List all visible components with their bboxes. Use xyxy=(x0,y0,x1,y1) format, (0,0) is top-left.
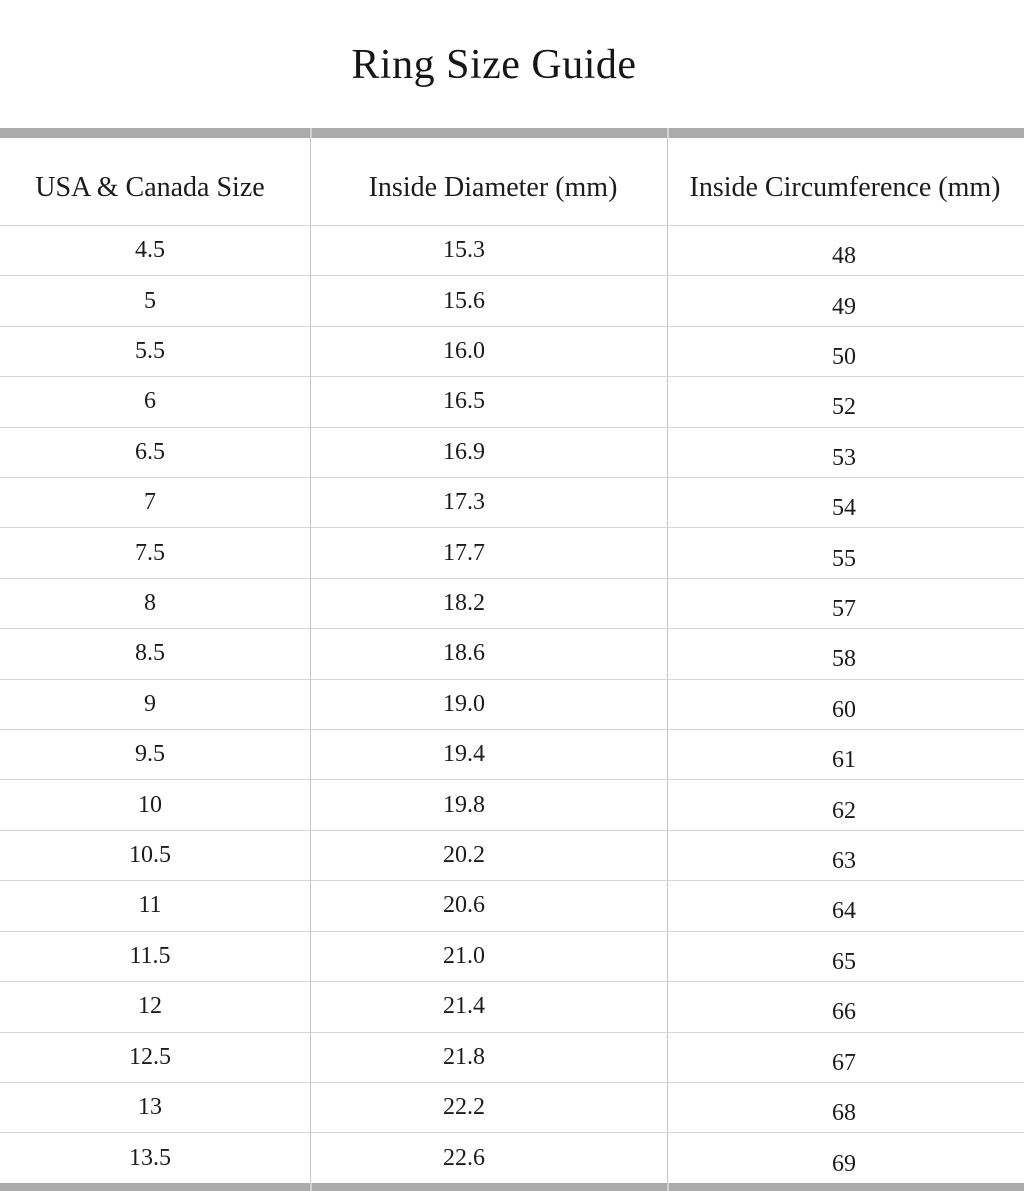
cell-inside-circumference-value: 67 xyxy=(832,1049,856,1076)
cell-inside-circumference xyxy=(668,1033,1024,1082)
table-row xyxy=(0,880,1024,930)
cell-inside-diameter-value: 16.9 xyxy=(443,438,485,465)
cell-usa-canada-size xyxy=(0,428,311,477)
cell-inside-diameter xyxy=(311,629,668,678)
cell-inside-circumference xyxy=(668,327,1024,376)
cell-inside-circumference-value: 58 xyxy=(832,646,856,673)
table-row xyxy=(0,376,1024,426)
cell-inside-circumference-value: 62 xyxy=(832,797,856,824)
table-top-divider xyxy=(0,128,1024,138)
cell-inside-circumference xyxy=(668,377,1024,426)
cell-usa-canada-size xyxy=(0,932,311,981)
table-bottom-divider xyxy=(0,1183,1024,1191)
table-row xyxy=(0,679,1024,729)
cell-inside-diameter-value: 20.2 xyxy=(443,842,485,869)
cell-inside-diameter xyxy=(311,881,668,930)
cell-usa-canada-size-value: 12 xyxy=(138,993,162,1020)
table-row xyxy=(0,427,1024,477)
cell-inside-circumference xyxy=(668,680,1024,729)
table-body xyxy=(0,225,1024,1183)
cell-inside-circumference-value: 61 xyxy=(832,747,856,774)
cell-inside-circumference xyxy=(668,276,1024,325)
divider-notch xyxy=(310,128,312,138)
cell-inside-circumference-value: 48 xyxy=(832,243,856,270)
cell-inside-diameter xyxy=(311,1083,668,1132)
cell-usa-canada-size-value: 7 xyxy=(144,489,156,516)
cell-usa-canada-size xyxy=(0,780,311,829)
cell-inside-diameter xyxy=(311,377,668,426)
column-header-usa-canada-size xyxy=(0,138,311,225)
cell-inside-circumference-value: 64 xyxy=(832,898,856,925)
cell-inside-diameter-value: 21.4 xyxy=(443,993,485,1020)
cell-usa-canada-size-value: 5 xyxy=(144,287,156,314)
cell-inside-diameter-value: 17.3 xyxy=(443,489,485,516)
cell-inside-diameter xyxy=(311,528,668,577)
divider-notch xyxy=(310,1183,312,1191)
cell-inside-diameter xyxy=(311,226,668,275)
cell-inside-circumference-value: 63 xyxy=(832,848,856,875)
cell-inside-circumference-value: 55 xyxy=(832,545,856,572)
cell-usa-canada-size-value: 11.5 xyxy=(129,942,171,969)
column-header-label: Inside Diameter (mm) xyxy=(368,171,618,203)
cell-inside-diameter-value: 19.4 xyxy=(443,741,485,768)
cell-usa-canada-size-value: 4.5 xyxy=(135,237,165,264)
table-row xyxy=(0,326,1024,376)
cell-inside-circumference-value: 49 xyxy=(832,293,856,320)
cell-usa-canada-size xyxy=(0,478,311,527)
cell-inside-circumference-value: 60 xyxy=(832,696,856,723)
cell-usa-canada-size-value: 9 xyxy=(144,690,156,717)
cell-inside-diameter xyxy=(311,680,668,729)
table-header-row xyxy=(0,138,1024,225)
cell-inside-circumference-value: 52 xyxy=(832,394,856,421)
cell-usa-canada-size-value: 10.5 xyxy=(129,842,171,869)
table-row xyxy=(0,628,1024,678)
table-row xyxy=(0,1132,1024,1182)
cell-inside-diameter-value: 22.6 xyxy=(443,1144,485,1171)
cell-inside-diameter-value: 19.0 xyxy=(443,690,485,717)
cell-usa-canada-size xyxy=(0,327,311,376)
cell-inside-diameter-value: 15.6 xyxy=(443,287,485,314)
cell-inside-diameter-value: 22.2 xyxy=(443,1094,485,1121)
cell-inside-diameter-value: 18.2 xyxy=(443,590,485,617)
cell-usa-canada-size-value: 13 xyxy=(138,1094,162,1121)
column-header-label: Inside Circumference (mm) xyxy=(689,171,1001,203)
table-row xyxy=(0,1032,1024,1082)
cell-inside-diameter-value: 21.8 xyxy=(443,1043,485,1070)
column-header-inside-diameter xyxy=(311,138,668,225)
cell-inside-circumference-value: 65 xyxy=(832,948,856,975)
cell-usa-canada-size xyxy=(0,730,311,779)
divider-notch xyxy=(667,1183,669,1191)
cell-inside-diameter-value: 17.7 xyxy=(443,539,485,566)
cell-inside-circumference xyxy=(668,428,1024,477)
cell-usa-canada-size xyxy=(0,831,311,880)
cell-inside-circumference xyxy=(668,226,1024,275)
cell-usa-canada-size-value: 7.5 xyxy=(135,539,165,566)
cell-inside-circumference-value: 50 xyxy=(832,344,856,371)
cell-usa-canada-size xyxy=(0,1033,311,1082)
cell-usa-canada-size xyxy=(0,528,311,577)
table-row xyxy=(0,527,1024,577)
cell-inside-diameter xyxy=(311,327,668,376)
column-header-inside-circumference xyxy=(668,138,1024,225)
cell-inside-circumference xyxy=(668,881,1024,930)
cell-inside-diameter-value: 20.6 xyxy=(443,892,485,919)
cell-inside-circumference xyxy=(668,831,1024,880)
cell-inside-circumference xyxy=(668,528,1024,577)
table-row xyxy=(0,931,1024,981)
cell-usa-canada-size-value: 8.5 xyxy=(135,640,165,667)
cell-inside-circumference xyxy=(668,629,1024,678)
cell-inside-diameter-value: 16.5 xyxy=(443,388,485,415)
cell-inside-circumference-value: 57 xyxy=(832,596,856,623)
cell-usa-canada-size-value: 9.5 xyxy=(135,741,165,768)
cell-inside-diameter xyxy=(311,276,668,325)
cell-inside-diameter xyxy=(311,730,668,779)
cell-inside-circumference xyxy=(668,579,1024,628)
table-row xyxy=(0,578,1024,628)
cell-usa-canada-size xyxy=(0,276,311,325)
cell-inside-diameter-value: 21.0 xyxy=(443,942,485,969)
table-row xyxy=(0,830,1024,880)
cell-usa-canada-size xyxy=(0,982,311,1031)
cell-inside-diameter xyxy=(311,982,668,1031)
table-row xyxy=(0,275,1024,325)
cell-usa-canada-size-value: 8 xyxy=(144,590,156,617)
cell-inside-circumference xyxy=(668,982,1024,1031)
cell-inside-circumference xyxy=(668,478,1024,527)
cell-inside-diameter-value: 18.6 xyxy=(443,640,485,667)
cell-inside-circumference xyxy=(668,1083,1024,1132)
cell-usa-canada-size-value: 5.5 xyxy=(135,338,165,365)
cell-inside-circumference-value: 54 xyxy=(832,495,856,522)
column-header-label: USA & Canada Size xyxy=(35,171,265,203)
cell-inside-diameter xyxy=(311,831,668,880)
cell-usa-canada-size xyxy=(0,1083,311,1132)
cell-inside-diameter xyxy=(311,579,668,628)
cell-inside-diameter-value: 16.0 xyxy=(443,338,485,365)
cell-usa-canada-size xyxy=(0,680,311,729)
cell-inside-circumference xyxy=(668,932,1024,981)
cell-usa-canada-size-value: 11 xyxy=(138,892,162,919)
table-row xyxy=(0,779,1024,829)
cell-inside-circumference-value: 66 xyxy=(832,999,856,1026)
cell-inside-diameter xyxy=(311,780,668,829)
ring-size-table xyxy=(0,138,1024,1183)
table-row xyxy=(0,225,1024,275)
cell-inside-diameter xyxy=(311,932,668,981)
cell-inside-diameter-value: 19.8 xyxy=(443,791,485,818)
cell-inside-diameter xyxy=(311,1133,668,1182)
table-row xyxy=(0,477,1024,527)
cell-inside-circumference xyxy=(668,730,1024,779)
cell-inside-circumference xyxy=(668,780,1024,829)
cell-inside-diameter-value: 15.3 xyxy=(443,237,485,264)
cell-usa-canada-size xyxy=(0,881,311,930)
cell-usa-canada-size xyxy=(0,377,311,426)
cell-inside-diameter xyxy=(311,478,668,527)
table-row xyxy=(0,729,1024,779)
cell-inside-diameter xyxy=(311,1033,668,1082)
cell-usa-canada-size-value: 10 xyxy=(138,791,162,818)
cell-usa-canada-size-value: 13.5 xyxy=(129,1144,171,1171)
cell-usa-canada-size xyxy=(0,1133,311,1182)
cell-usa-canada-size xyxy=(0,226,311,275)
cell-usa-canada-size-value: 6.5 xyxy=(135,438,165,465)
cell-inside-circumference-value: 53 xyxy=(832,444,856,471)
table-row xyxy=(0,981,1024,1031)
divider-notch xyxy=(667,128,669,138)
table-row xyxy=(0,1082,1024,1132)
cell-inside-circumference xyxy=(668,1133,1024,1182)
cell-inside-circumference-value: 68 xyxy=(832,1100,856,1127)
cell-inside-circumference-value: 69 xyxy=(832,1150,856,1177)
cell-usa-canada-size-value: 6 xyxy=(144,388,156,415)
cell-inside-diameter xyxy=(311,428,668,477)
cell-usa-canada-size xyxy=(0,579,311,628)
cell-usa-canada-size xyxy=(0,629,311,678)
page-title: Ring Size Guide xyxy=(351,42,637,88)
cell-usa-canada-size-value: 12.5 xyxy=(129,1043,171,1070)
